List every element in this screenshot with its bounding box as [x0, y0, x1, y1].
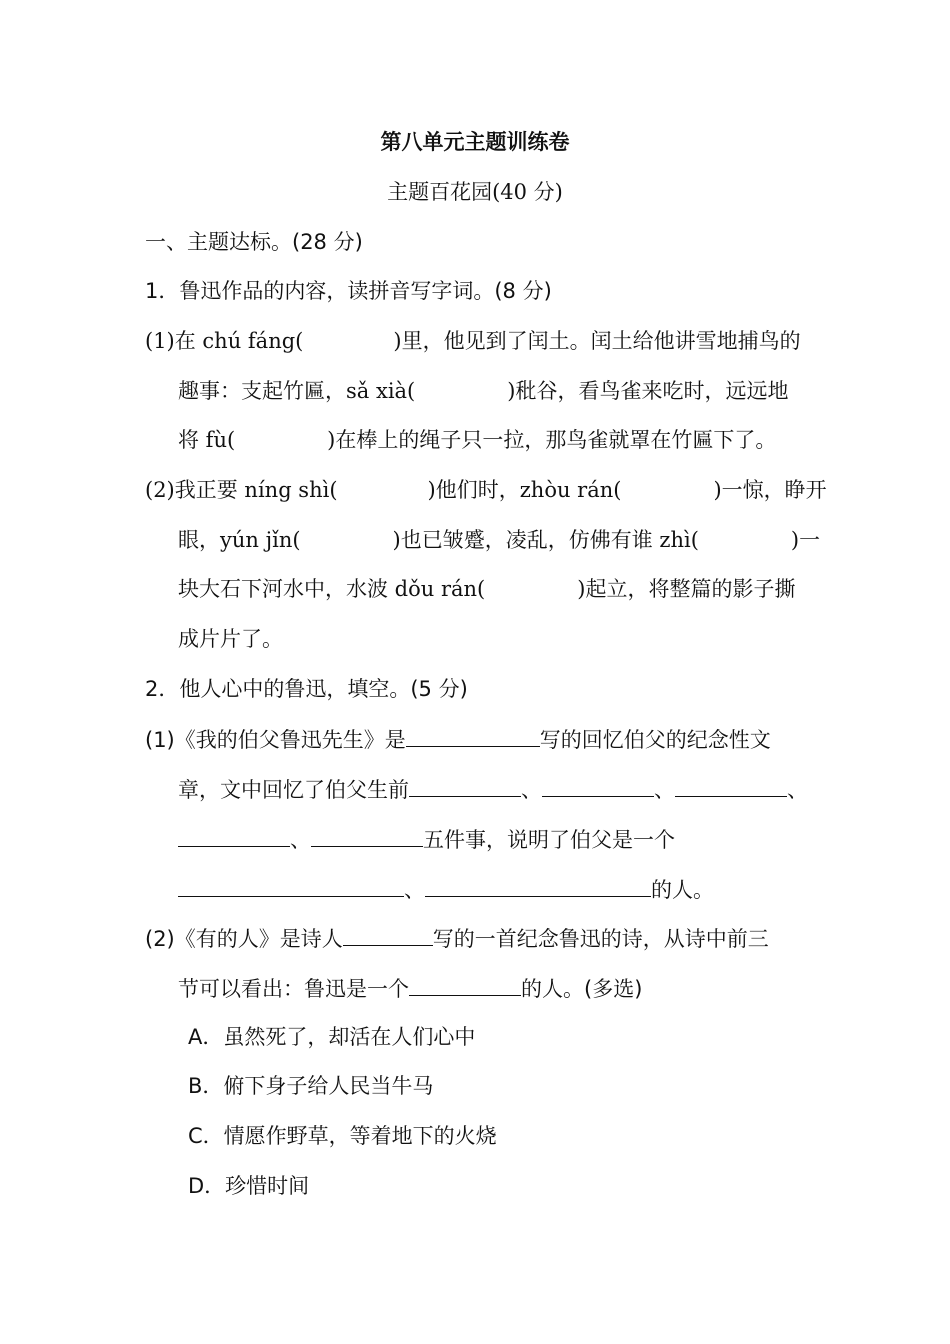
option-b[interactable]: B．俯下身子给人民当牛马: [188, 1074, 434, 1098]
q1-part2-number: (2): [145, 478, 175, 502]
q1-part1-line2: 趣事：支起竹匾，sǎ xià( )秕谷，看鸟雀来吃时，远远地: [178, 379, 789, 403]
q2-part1-number: (1): [145, 728, 175, 752]
fill-blank[interactable]: [425, 874, 651, 897]
fill-blank[interactable]: [178, 824, 290, 847]
fill-blank[interactable]: [406, 724, 540, 747]
fill-blank[interactable]: [311, 824, 423, 847]
section-heading: 一、主题达标。(28 分): [145, 230, 363, 254]
fill-blank[interactable]: [178, 874, 404, 897]
q1-part2-line2: 眼，yún jǐn( )也已皱蹙，凌乱，仿佛有谁 zhì( )一: [178, 528, 821, 552]
q2-part2-line2: 节可以看出：鲁迅是一个 的人。(多选): [178, 973, 642, 1003]
q1-part1-line3: 将 fù( )在棒上的绳子只一拉，那鸟雀就罩在竹匾下了。: [178, 428, 777, 452]
q1-part2-line4: 成片片了。: [178, 627, 283, 651]
q1-part2-line3: 块大石下河水中，水波 dǒu rán( )起立，将整篇的影子撕: [178, 577, 796, 601]
question-2-stem: 2．他人心中的鲁迅，填空。(5 分): [145, 677, 468, 701]
question-1-stem: 1．鲁迅作品的内容，读拼音写字词。(8 分): [145, 279, 552, 303]
option-c[interactable]: C．情愿作野草，等着地下的火烧: [188, 1124, 497, 1148]
q2-part1-line4: 、 的人。: [178, 874, 714, 904]
fill-blank[interactable]: [409, 774, 521, 797]
page-subtitle: 主题百花园(40 分): [387, 180, 563, 204]
option-a[interactable]: A．虽然死了，却活在人们心中: [188, 1025, 476, 1049]
q2-part1-line2: 章，文中回忆了伯父生前 、 、 、: [178, 774, 808, 804]
fill-blank[interactable]: [542, 774, 654, 797]
q2-part2-number: (2): [145, 927, 175, 951]
q2-part2-line1: (2)《有的人》是诗人 写的一首纪念鲁迅的诗，从诗中前三: [145, 923, 769, 953]
page-title: 第八单元主题训练卷: [380, 130, 570, 154]
q1-part1-line1: (1)在 chú fáng( )里，他见到了闰土。闰土给他讲雪地捕鸟的: [145, 329, 801, 353]
option-d[interactable]: D．珍惜时间: [188, 1174, 310, 1198]
fill-blank[interactable]: [343, 923, 433, 946]
fill-blank[interactable]: [675, 774, 787, 797]
q1-part2-line1: (2)我正要 níng shì( )他们时，zhòu rán( )一惊，睁开: [145, 478, 827, 502]
q1-part1-number: (1): [145, 329, 175, 353]
fill-blank[interactable]: [409, 973, 521, 996]
q2-part1-line3: 、 五件事，说明了伯父是一个: [178, 824, 675, 854]
q2-part1-line1: (1)《我的伯父鲁迅先生》是 写的回忆伯父的纪念性文: [145, 724, 771, 754]
